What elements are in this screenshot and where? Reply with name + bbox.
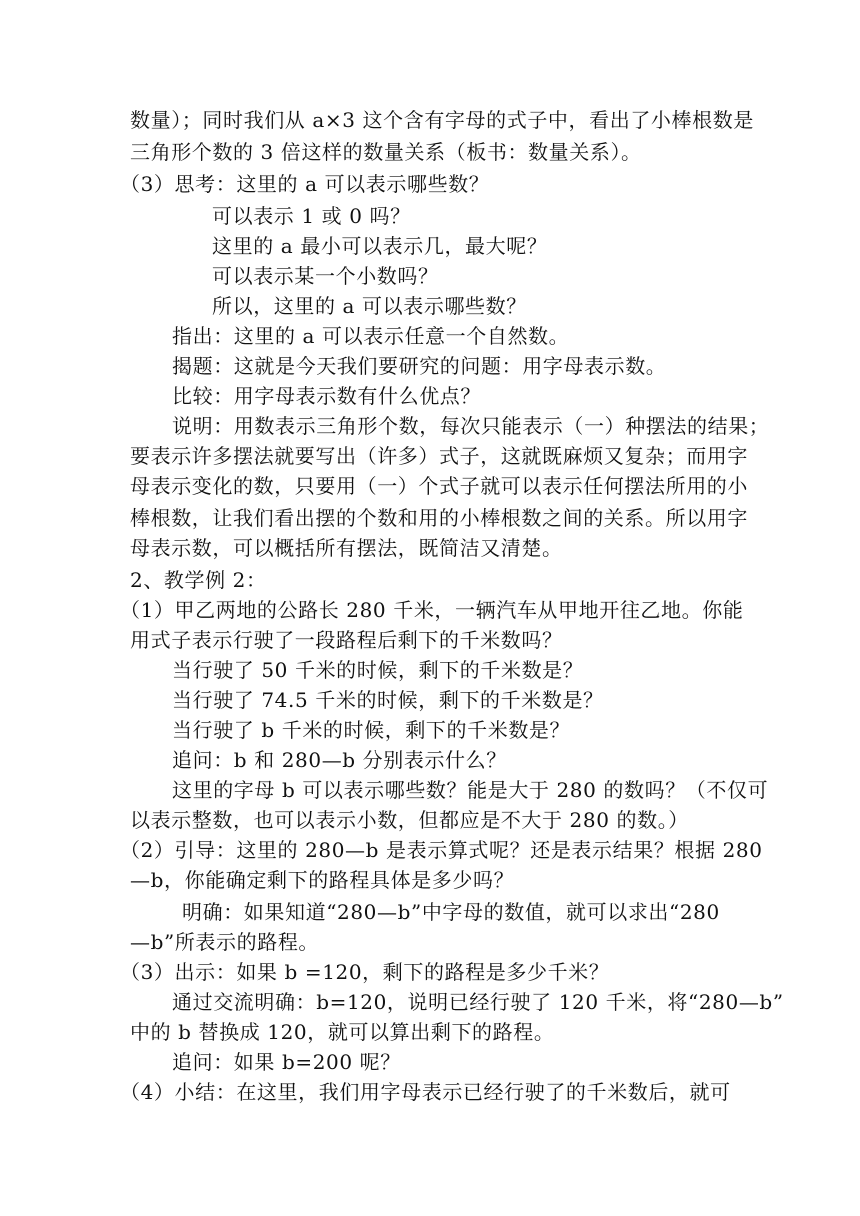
text-line: （3）出示：如果 b =120，剩下的路程是多少千米？: [120, 960, 610, 984]
text-line: 当行驶了 b 千米的时候，剩下的千米数是？: [172, 718, 571, 742]
text-line: 用式子表示行驶了一段路程后剩下的千米数吗？: [130, 628, 563, 652]
text-line: 指出：这里的 a 可以表示任意一个自然数。: [172, 324, 570, 348]
text-line: 母表示变化的数，只要用（一）个式子就可以表示任何摆法所用的小: [130, 474, 748, 498]
text-line: 比较：用字母表示数有什么优点？: [172, 384, 481, 408]
text-line: 所以，这里的 a 可以表示哪些数？: [212, 294, 527, 318]
text-line: 这里的字母 b 可以表示哪些数？能是大于 280 的数吗？（不仅可: [172, 778, 769, 802]
text-line: —b”所表示的路程。: [130, 930, 320, 954]
text-line: 明确：如果知道“280—b”中字母的数值，就可以求出“280: [182, 900, 720, 924]
text-line: （1）甲乙两地的公路长 280 千米，一辆汽车从甲地开往乙地。你能: [120, 598, 744, 622]
text-line: 可以表示 1 或 0 吗？: [212, 204, 411, 228]
text-line: 三角形个数的 3 倍这样的数量关系（板书：数量关系）。: [130, 140, 642, 164]
text-line: 追问：如果 b=200 呢？: [172, 1050, 401, 1074]
text-line: 可以表示某一个小数吗？: [212, 264, 439, 288]
text-line: 追问：b 和 280—b 分别表示什么？: [172, 748, 507, 772]
text-line: 当行驶了 50 千米的时候，剩下的千米数是？: [172, 658, 584, 682]
section-heading: 2、教学例 2：: [130, 568, 267, 592]
text-line: 数量）；同时我们从 a×3 这个含有字母的式子中，看出了小棒根数是: [130, 108, 754, 132]
text-line: 母表示数，可以概括所有摆法，既简洁又清楚。: [130, 536, 563, 560]
text-line: 当行驶了 74.5 千米的时候，剩下的千米数是？: [172, 688, 604, 712]
text-line: 以表示整数，也可以表示小数，但都应是不大于 280 的数。）: [130, 808, 689, 832]
text-line: 中的 b 替换成 120，就可以算出剩下的路程。: [130, 1020, 555, 1044]
text-line: —b，你能确定剩下的路程具体是多少吗？: [130, 868, 515, 892]
text-line: （2）引导：这里的 280—b 是表示算式呢？还是表示结果？根据 280: [120, 838, 763, 862]
text-line: 要表示许多摆法就要写出（许多）式子，这就既麻烦又复杂；而用字: [130, 444, 748, 468]
text-line: （4）小结：在这里，我们用字母表示已经行驶了的千米数后，就可: [120, 1080, 731, 1104]
text-line: 揭题：这就是今天我们要研究的问题：用字母表示数。: [172, 354, 667, 378]
text-line: （3）思考：这里的 a 可以表示哪些数？: [120, 172, 490, 196]
text-line: 棒根数，让我们看出摆的个数和用的小棒根数之间的关系。所以用字: [130, 506, 748, 530]
text-line: 这里的 a 最小可以表示几，最大呢？: [212, 234, 548, 258]
text-line: 通过交流明确：b=120，说明已经行驶了 120 千米，将“280—b”: [172, 990, 784, 1014]
text-line: 说明：用数表示三角形个数，每次只能表示（一）种摆法的结果；: [172, 414, 770, 438]
